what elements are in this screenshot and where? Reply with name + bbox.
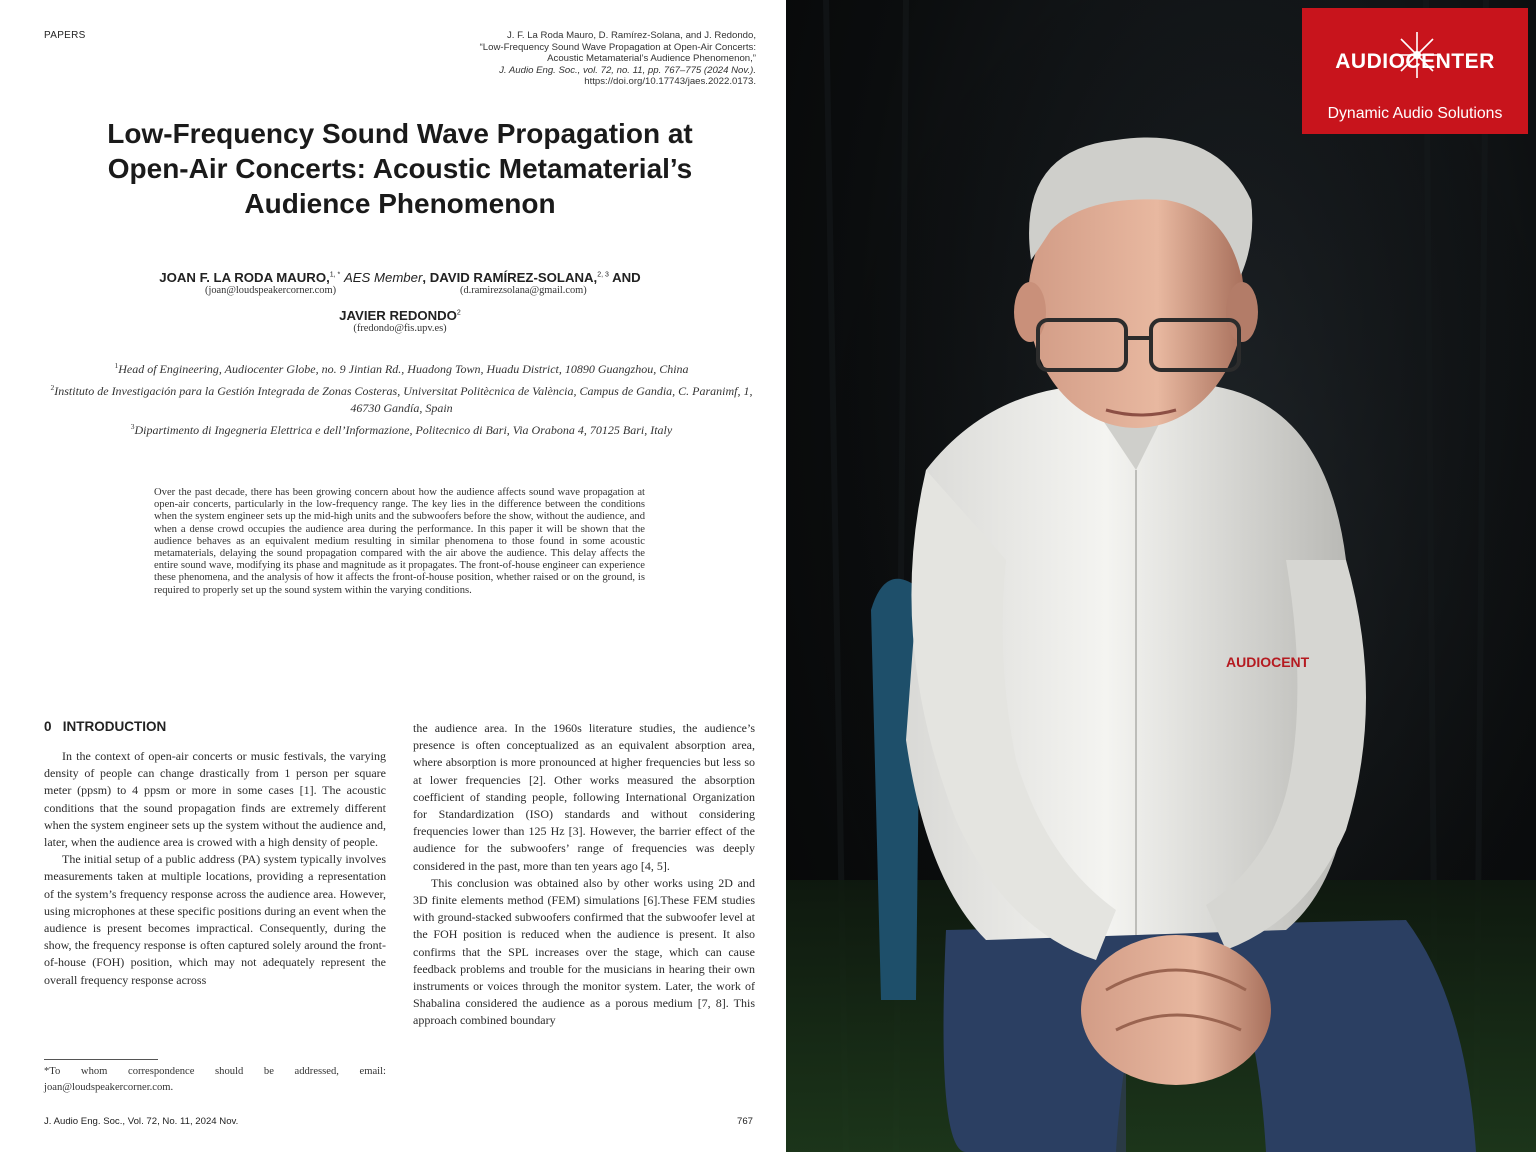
section-label: PAPERS xyxy=(44,30,86,41)
page-footer-journal: J. Audio Eng. Soc., Vol. 72, No. 11, 2024 Nov. xyxy=(44,1116,239,1127)
shirt-logo: AUDIOCENT xyxy=(1226,654,1310,670)
citation-line: J. F. La Roda Mauro, D. Ramírez-Solana, and J. Redondo, xyxy=(506,30,756,41)
paper-title xyxy=(40,116,760,221)
author-superscript: 1, * xyxy=(329,271,341,279)
author-email: (joan@loudspeakercorner.com) xyxy=(205,285,337,296)
affiliation-number: 1 xyxy=(114,361,119,370)
author-superscript: 2 xyxy=(456,309,461,317)
author-email: (d.ramirezsolana@gmail.com) xyxy=(460,285,587,296)
author-name: JAVIER REDONDO xyxy=(339,308,457,323)
affiliation xyxy=(44,418,759,440)
citation-doi: https://doi.org/10.17743/jaes.2022.0173. xyxy=(584,76,756,88)
brand-name: AUDIOCENTER xyxy=(1335,50,1495,73)
citation-line: J. Audio Eng. Soc., vol. 72, no. 11, pp. 767–775 (2024 Nov.). xyxy=(499,64,756,76)
citation-line: “Low-Frequency Sound Wave Propagation at Open-Air Concerts: xyxy=(479,41,756,53)
affiliation-text: Head of Engineering, Audiocenter Globe, no. 9 Jintian Rd., Huadong Town, Huadu District, 10890 Guangzhou, China xyxy=(118,362,689,376)
brand-tagline: Dynamic Audio Solutions xyxy=(1327,105,1503,122)
author-row-1 xyxy=(40,270,760,285)
author-superscript: 2, 3 xyxy=(597,271,609,279)
author-membership: AES Member xyxy=(343,270,423,285)
author-name: , DAVID RAMÍREZ-SOLANA, xyxy=(422,270,598,285)
brand-logo-box xyxy=(1302,8,1528,134)
author-and: AND xyxy=(612,270,641,285)
portrait-photo xyxy=(786,0,1536,1152)
body-column-right xyxy=(413,720,755,1030)
body-paragraph: In the context of open-air concerts or music festivals, the varying density of people can change drastically from 1 person per square meter (ppsm) to 4 ppsm or more in some cases [1]. The acoustic conditions that the sound propagation finds are extremely different when the system engineer sets up the system without the audience and, later, when the audience area is crowed with a high density of people. xyxy=(44,749,386,850)
author-row-2 xyxy=(40,308,760,323)
footnote-rule xyxy=(44,1059,158,1060)
abstract: Over the past decade, there has been growing concern about how the audience affects sound wave propagation at open-air concerts, particularly in the low-frequency range. The key lies in the difference between the conditions when the system engineer sets up the mid-high units and the subwoofers before the show, without the audience, and when a dense crowd occupies the audience area during the performance. In this paper it will be shown that the audience behaves as an equivalent medium resulting in similar phenomena to those found in some acoustic metamaterials, delaying the sound propagation compared with the air above the audience. This delay affects the entire sound wave, modifying its phase and magnitude as it propagates. The front-of-house engineer can experience these phenomena, and the analysis of how it affects the front-of-house position, whether raised or on the ground, is required to properly set up the sound system within the varying conditions. xyxy=(154,487,645,596)
affiliation-number: 2 xyxy=(50,382,55,392)
author-email: (fredondo@fis.upv.es) xyxy=(353,323,447,334)
portrait-illustration xyxy=(786,0,1536,1152)
section-heading: 0 INTRODUCTION xyxy=(44,719,167,734)
footnote: *To whom correspondence should be addressed, email: joan@loudspeakercorner.com. xyxy=(44,1066,386,1093)
affiliation xyxy=(44,379,759,418)
affiliation-number: 3 xyxy=(130,421,135,431)
body-column-left xyxy=(44,748,386,989)
author-block xyxy=(40,270,760,334)
affiliation xyxy=(44,357,759,379)
page-number: 767 xyxy=(737,1116,754,1127)
body-paragraph: the audience area. In the 1960s literature studies, the audience’s presence is often conceptualized as an equivalent absorption area, where absorption is more pronounced at higher frequencies but less so at lower frequencies [2]. Other works measured the absorption coefficient of standing people, following International Organization for Standardization (ISO) standards and without considering frequencies lower than 125 Hz [3]. However, the barrier effect of the audience for the subwoofers’ range of frequencies was deeply considered in the past, more than ten years ago [4, 5]. xyxy=(413,721,755,873)
citation-block xyxy=(436,30,756,88)
title-line: Open-Air Concerts: Acoustic Metamaterial’s xyxy=(107,153,693,184)
citation-line: Acoustic Metamaterial’s Audience Phenomenon,” xyxy=(547,53,756,65)
title-line: Audience Phenomenon xyxy=(244,188,556,219)
title-line: Low-Frequency Sound Wave Propagation at xyxy=(107,118,693,149)
author-emails xyxy=(40,285,760,299)
affiliations xyxy=(44,357,759,439)
affiliation-text: Dipartimento di Ingegneria Elettrica e dell’Informazione, Politecnico di Bari, Via Orabona 4, 70125 Bari, Italy xyxy=(134,422,673,437)
affiliation-text: Instituto de Investigación para la Gestión Integrada de Zonas Costeras, Universitat Politècnica de València, Campus de Gandia, C. Paranimf, 1, 46730 Gandía, Spain xyxy=(54,383,753,415)
author-name: JOAN F. LA RODA MAURO, xyxy=(159,270,330,285)
body-paragraph: This conclusion was obtained also by other works using 2D and 3D finite elements method (FEM) simulations [6].These FEM studies with ground-stacked subwoofers confirmed that the subwoofer level at the FOH position is reduced when the audience is present. It also confirms that the SPL increases over the stage, which can cause feedback problems and trouble for the musicians in hearing their own instruments or voices through the monitor system. Later, the work of Shabalina considered the audience as a porous medium [7, 8]. This approach combined boundary xyxy=(413,875,755,1028)
body-paragraph: The initial setup of a public address (PA) system typically involves measurements taken at multiple locations, providing a representation of the system’s frequency response across the audience area. However, using microphones at these specific positions during an event when the audience is present becomes impractical. Consequently, during the show, the frequency response is often captured solely around the front-of-house (FOH) position, which may not adequately represent the overall frequency response across xyxy=(44,852,386,987)
